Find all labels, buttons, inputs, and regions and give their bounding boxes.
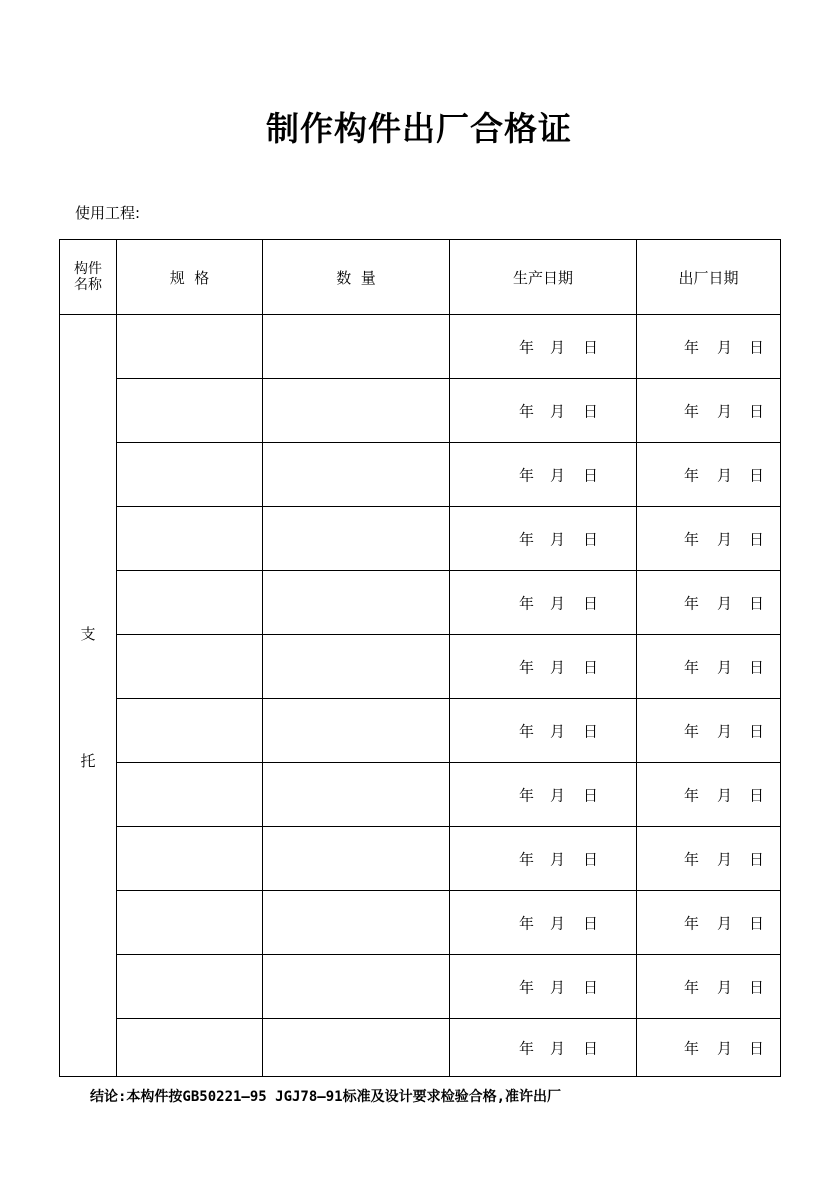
date-year: 年 [684,530,700,548]
table-row [60,507,781,571]
date-month: 月 [550,402,566,420]
production-date-cell [450,827,637,891]
table-row [60,699,781,763]
date-month: 月 [550,1039,566,1057]
date-year: 年 [519,978,535,996]
date-day: 日 [583,786,599,804]
production-date-cell [450,571,637,635]
table-row [60,315,781,379]
date-day: 日 [749,530,765,548]
production-date-cell [450,763,637,827]
quantity-cell [263,699,450,763]
date-year: 年 [519,658,535,676]
quantity-cell [263,763,450,827]
date-month: 月 [550,786,566,804]
date-year: 年 [684,914,700,932]
date-month: 月 [717,402,733,420]
date-day: 日 [583,530,599,548]
date-year: 年 [684,786,700,804]
date-year: 年 [519,338,535,356]
date-day: 日 [749,850,765,868]
quantity-cell [263,315,450,379]
spec-cell [117,1019,263,1077]
project-label: 使用工程: [75,204,141,222]
spec-cell [117,507,263,571]
date-day: 日 [749,402,765,420]
date-day: 日 [749,338,765,356]
header-component-name [60,240,117,315]
date-day: 日 [583,850,599,868]
date-day: 日 [749,722,765,740]
date-month: 月 [550,594,566,612]
date-year: 年 [519,850,535,868]
spec-cell [117,315,263,379]
header-row [60,240,781,315]
quantity-cell [263,507,450,571]
date-year: 年 [684,594,700,612]
date-month: 月 [717,914,733,932]
factory-date-cell [637,763,781,827]
spec-cell [117,699,263,763]
table-row [60,635,781,699]
date-year: 年 [684,466,700,484]
date-day: 日 [583,402,599,420]
factory-date-cell [637,507,781,571]
date-day: 日 [749,594,765,612]
component-name-char-2: 托 [80,752,96,770]
factory-date-cell [637,571,781,635]
production-date-cell [450,635,637,699]
date-month: 月 [550,338,566,356]
production-date-cell [450,891,637,955]
conclusion-text: 结论:本构件按GB50221—95 JGJ78—91标准及设计要求检验合格,准许出厂 [90,1089,562,1105]
spec-cell [117,955,263,1019]
date-month: 月 [550,466,566,484]
date-year: 年 [684,402,700,420]
date-day: 日 [583,338,599,356]
header-name-line2: 名称 [74,277,102,293]
header-production-date: 生产日期 [450,240,637,315]
date-day: 日 [583,722,599,740]
date-month: 月 [717,466,733,484]
date-month: 月 [550,914,566,932]
production-date-cell [450,699,637,763]
spec-cell [117,571,263,635]
production-date-cell [450,507,637,571]
spec-cell [117,763,263,827]
date-month: 月 [717,850,733,868]
document-title: 制作构件出厂合格证 [266,109,572,148]
date-day: 日 [749,786,765,804]
quantity-cell [263,1019,450,1077]
header-quantity: 数 量 [263,240,450,315]
spec-cell [117,635,263,699]
date-month: 月 [717,978,733,996]
date-month: 月 [717,530,733,548]
production-date-cell [450,379,637,443]
factory-date-cell [637,315,781,379]
date-year: 年 [519,1039,535,1057]
table-row [60,955,781,1019]
date-day: 日 [749,466,765,484]
date-year: 年 [519,722,535,740]
table-row [60,891,781,955]
header-spec: 规 格 [117,240,263,315]
date-year: 年 [519,466,535,484]
spec-cell [117,891,263,955]
quantity-cell [263,635,450,699]
date-year: 年 [684,658,700,676]
factory-date-cell [637,1019,781,1077]
date-year: 年 [684,850,700,868]
date-month: 月 [717,338,733,356]
date-day: 日 [583,914,599,932]
date-year: 年 [519,914,535,932]
date-year: 年 [684,338,700,356]
date-month: 月 [550,530,566,548]
spec-cell [117,827,263,891]
factory-date-cell [637,955,781,1019]
date-month: 月 [717,786,733,804]
quantity-cell [263,891,450,955]
date-month: 月 [717,722,733,740]
table-row [60,827,781,891]
factory-date-cell [637,379,781,443]
factory-date-cell [637,891,781,955]
date-year: 年 [519,402,535,420]
date-day: 日 [583,978,599,996]
table-row [60,379,781,443]
date-day: 日 [583,594,599,612]
date-day: 日 [749,1039,765,1057]
component-name-cell [60,315,117,1077]
header-name-line1: 构件 [74,261,102,277]
date-month: 月 [550,658,566,676]
date-month: 月 [550,722,566,740]
production-date-cell [450,443,637,507]
certificate-table [59,239,781,1077]
production-date-cell [450,955,637,1019]
date-year: 年 [519,530,535,548]
quantity-cell [263,379,450,443]
spec-cell [117,379,263,443]
date-month: 月 [717,1039,733,1057]
factory-date-cell [637,635,781,699]
quantity-cell [263,443,450,507]
date-month: 月 [717,658,733,676]
date-day: 日 [749,978,765,996]
production-date-cell [450,315,637,379]
table-row [60,443,781,507]
component-name-char-1: 支 [80,625,96,643]
factory-date-cell [637,827,781,891]
date-month: 月 [550,978,566,996]
quantity-cell [263,955,450,1019]
date-month: 月 [717,594,733,612]
table-row [60,1019,781,1077]
date-year: 年 [684,1039,700,1057]
production-date-cell [450,1019,637,1077]
date-year: 年 [684,978,700,996]
factory-date-cell [637,443,781,507]
quantity-cell [263,827,450,891]
spec-cell [117,443,263,507]
header-factory-date: 出厂日期 [637,240,781,315]
date-day: 日 [583,1039,599,1057]
quantity-cell [263,571,450,635]
factory-date-cell [637,699,781,763]
date-day: 日 [749,658,765,676]
date-day: 日 [749,914,765,932]
date-month: 月 [550,850,566,868]
date-year: 年 [684,722,700,740]
date-day: 日 [583,466,599,484]
table-row [60,571,781,635]
date-year: 年 [519,786,535,804]
date-year: 年 [519,594,535,612]
table-row [60,763,781,827]
date-day: 日 [583,658,599,676]
